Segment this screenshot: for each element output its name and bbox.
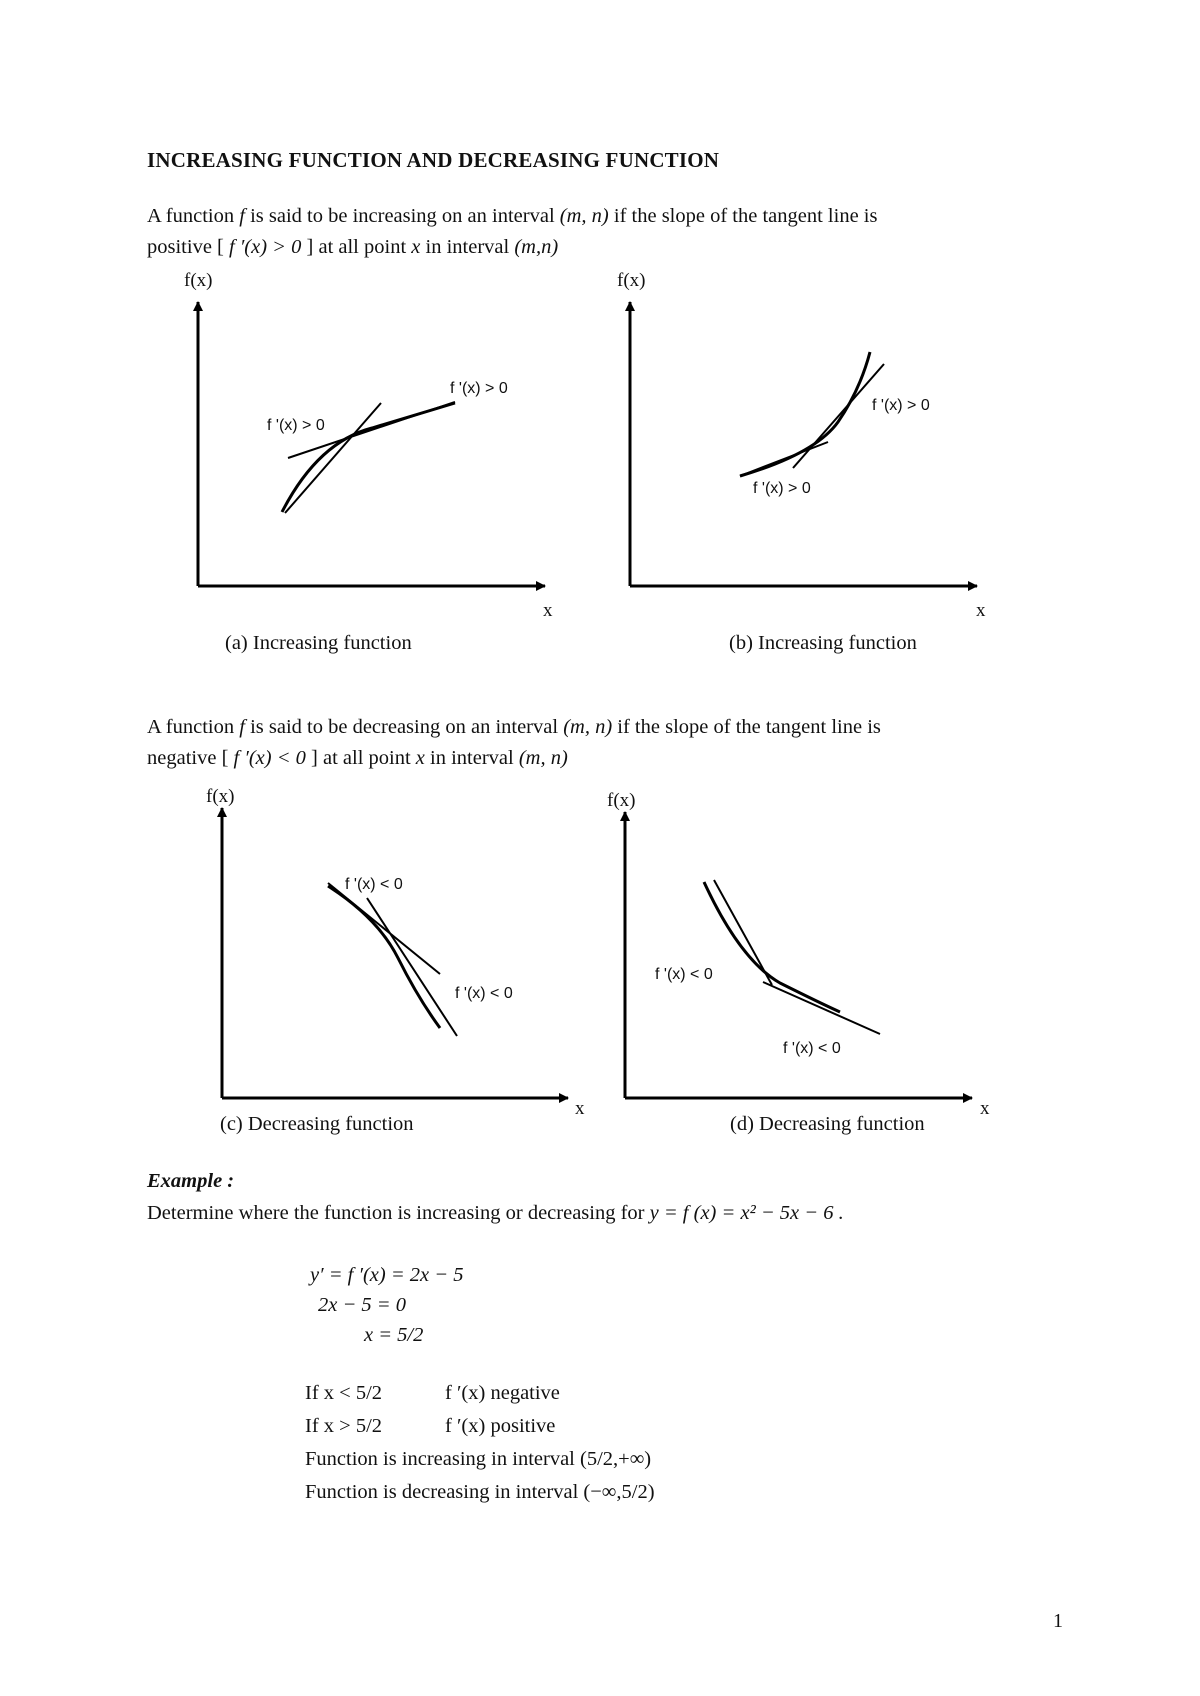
def-text: if the slope of the tangent line is [608,205,878,227]
solution-step: x = 5/2 [364,1324,424,1346]
def-x: x [411,236,421,258]
def-interval: (m, n) [563,716,613,738]
graph-b [630,302,977,586]
y-axis-label: f(x) [184,270,213,291]
decreasing-definition [147,712,1067,774]
x-axis-label: x [980,1098,990,1119]
statement-text: Determine where the function is increasing or decreasing for [147,1202,650,1224]
case-result: f ′(x) positive [445,1415,556,1437]
tangent-label: f '(x) < 0 [655,966,713,983]
def-text: negative [ [147,747,234,769]
y-axis-label: f(x) [206,786,235,807]
def-text: ] at all point [301,236,412,258]
def-f: f [239,205,245,227]
def-text: A function [147,205,240,227]
conclusion: Function is decreasing in interval (−∞,5/2) [305,1481,655,1503]
y-axis-label: f(x) [617,270,646,291]
def-interval: (m, n) [559,205,609,227]
def-text: if the slope of the tangent line is [612,716,881,738]
def-text: is said to be decreasing on an interval [244,716,564,738]
example-statement [147,1198,844,1229]
tangent-line [328,883,440,974]
example-label: Example : [147,1170,235,1192]
y-axis-label: f(x) [607,790,636,811]
tangent-label: f '(x) > 0 [872,397,930,414]
tangent-line [763,982,880,1034]
case-result: f ′(x) negative [445,1382,560,1404]
graph-c [222,808,568,1098]
x-axis-label: x [976,600,986,621]
def-text: A function [147,716,240,738]
figure-caption: (c) Decreasing function [220,1113,414,1135]
case-condition: If x < 5/2 [305,1382,383,1404]
tangent-line [793,364,884,468]
figure-caption: (b) Increasing function [729,632,917,654]
def-interval: (m,n) [514,236,559,258]
conclusion: Function is increasing in interval (5/2,+∞) [305,1448,652,1470]
graph-a [198,302,545,586]
case-condition: If x > 5/2 [305,1415,383,1437]
def-condition: f ′(x) > 0 [229,236,302,258]
x-axis-label: x [575,1098,585,1119]
tangent-label: f '(x) < 0 [783,1040,841,1057]
curve [328,886,440,1028]
def-text: in interval [424,747,519,769]
def-text: ] at all point [305,747,416,769]
def-text: in interval [420,236,515,258]
def-interval: (m, n) [518,747,568,769]
def-f: f [239,716,245,738]
curve [740,352,870,476]
def-text: is said to be increasing on an interval [244,205,560,227]
tangent-label: f '(x) < 0 [345,876,403,893]
page-number: 1 [1053,1610,1063,1632]
tangent-label: f '(x) < 0 [455,985,513,1002]
figure-caption: (a) Increasing function [225,632,412,654]
x-axis-label: x [543,600,553,621]
tangent-line [367,898,457,1036]
tangent-label: f '(x) > 0 [267,417,325,434]
figure-caption: (d) Decreasing function [730,1113,925,1135]
def-condition: f ′(x) < 0 [233,747,306,769]
tangent-label: f '(x) > 0 [450,380,508,397]
tangent-line [740,442,828,476]
derivative-step: y′ = f ′(x) = 2x − 5 [310,1264,464,1286]
tangent-line [714,880,772,985]
def-x: x [415,747,425,769]
tangent-label: f '(x) > 0 [753,480,811,497]
example-equation: y = f (x) = x² − 5x − 6 . [649,1202,844,1224]
def-text: positive [ [147,236,229,258]
curve [704,882,840,1012]
equation-step: 2x − 5 = 0 [318,1294,407,1316]
page-title: INCREASING FUNCTION AND DECREASING FUNCTION [147,148,720,172]
